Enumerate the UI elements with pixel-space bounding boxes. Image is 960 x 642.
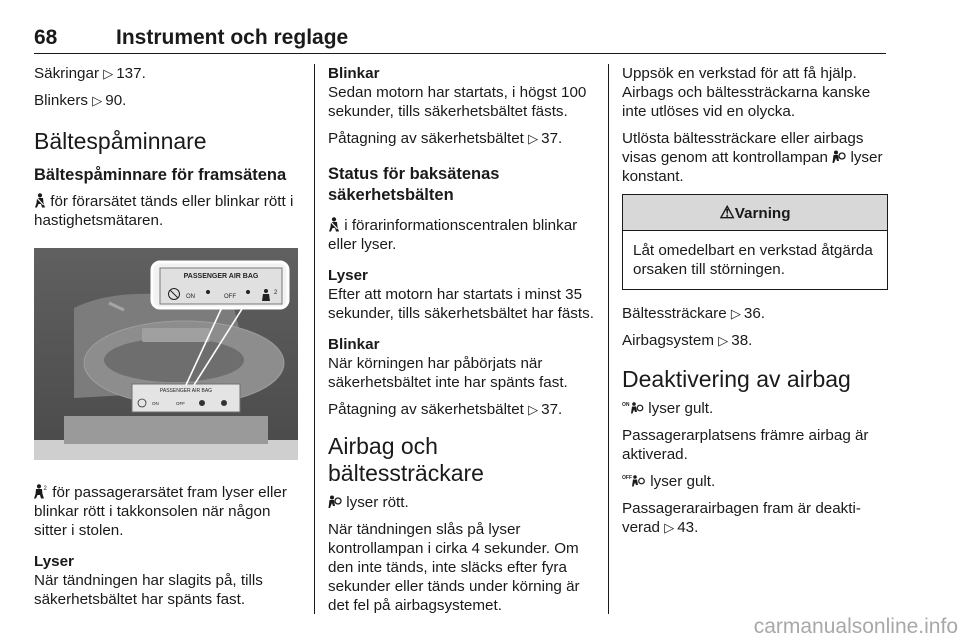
page-ref-arrow-icon: ▷ — [528, 402, 539, 417]
ref-airbag-system: Airbagsystem ▷ 38. — [622, 332, 753, 349]
label-lyser: Lyser — [34, 553, 74, 570]
airbag-on-line: ON lyser gult. — [622, 400, 714, 417]
ref-blinkers: Blinkers ▷ 90. — [34, 92, 127, 109]
page-number: 68 — [34, 26, 58, 49]
panel-on-label: ON — [152, 401, 159, 406]
page-ref-arrow-icon: ▷ — [92, 93, 103, 108]
panel-title: PASSENGER AIR BAG — [159, 388, 213, 394]
column-left — [34, 64, 300, 609]
callout-title: PASSENGER AIR BAG — [183, 273, 259, 280]
column-divider — [608, 64, 609, 614]
warning-body: Låt omedelbart en verkstad åtgärda orsaken till störningen. — [633, 242, 873, 278]
front-paragraph: för förarsätet tänds eller blinkar rött i hastighetsmätaren. — [34, 193, 294, 229]
lit-paragraph: När tändningen har slagits på, tills säkerhetsbältet har spänts fast. — [34, 572, 263, 608]
warning-title: Varning — [734, 205, 791, 222]
airbag-on-paragraph: Passagerarplatsens främre airbag är aktiverad. — [622, 427, 869, 463]
airbag-lit-line: lyser rött. — [328, 493, 594, 512]
page-title: Instrument och reglage — [116, 26, 349, 49]
callout-off-label: OFF — [224, 294, 236, 300]
rear-paragraph: i förarinformationscentralen blinkar eller lyser. — [328, 217, 578, 253]
ref-fasten-belt: Påtagning av säkerhetsbältet ▷ 37. — [328, 130, 563, 147]
page-header — [34, 26, 886, 54]
section-heading-airbag: Airbag och bältessträckare — [328, 433, 484, 486]
svg-text:OFF: OFF — [622, 475, 632, 481]
page-ref-arrow-icon: ▷ — [528, 131, 539, 146]
ref-fuses: Säkringar ▷ 137. — [34, 65, 146, 82]
ref-fasten-belt: Påtagning av säkerhetsbältet ▷ 37. — [328, 401, 563, 418]
passenger-airbag-off-icon — [622, 474, 646, 487]
page-ref-arrow-icon: ▷ — [730, 306, 741, 321]
ref-pretensioners: Bältessträckare ▷ 36. — [622, 305, 766, 322]
airbag-warning-icon — [832, 150, 846, 164]
label-blinkar: Blinkar — [328, 65, 380, 82]
passenger-paragraph: 2 för passagerarsätet fram lyser eller blinkar rött i takkonsolen när någon sitter i stolen. — [34, 484, 287, 539]
column-divider — [314, 64, 315, 614]
warning-box — [622, 194, 888, 290]
overhead-console-figure — [34, 248, 298, 460]
airbag-warning-icon — [328, 495, 342, 509]
label-lyser: Lyser — [328, 267, 368, 284]
column-right — [622, 64, 888, 537]
section-heading-belt-reminder: Bältespåminnare — [34, 128, 207, 154]
passenger-seat-belt-icon — [34, 484, 48, 499]
watermark: carmanualsonline.info — [753, 615, 958, 638]
airbag-paragraph: När tändningen slås på lyser kontrollampan i cirka 4 sekunder. Om den inte tänds, inte släcks efter fyra sekunder eller tänds under körning är det fel på airbagsystemet. — [328, 521, 580, 614]
callout-on-label: ON — [186, 294, 195, 300]
subheading-front-seats: Bältespåminnare för framsätena — [34, 166, 287, 184]
panel-off-label: OFF — [176, 401, 185, 406]
seat-belt-icon — [34, 193, 46, 208]
page-ref-arrow-icon: ▷ — [103, 66, 114, 81]
airbag-off-paragraph: Passagerarairbagen fram är deakti-verad ▷ 43. — [622, 500, 861, 536]
rear-flash-paragraph: När körningen har påbörjats när säkerhetsbältet inte har spänts fast. — [328, 355, 568, 391]
page-ref-arrow-icon: ▷ — [664, 520, 675, 535]
airbag-off-line: OFF lyser gult. — [622, 473, 716, 490]
section-heading-deactivation: Deaktivering av airbag — [622, 366, 851, 392]
passenger-airbag-on-icon — [622, 401, 644, 414]
seat-belt-icon — [328, 217, 340, 232]
label-blinkar: Blinkar — [328, 336, 380, 353]
deployed-paragraph: Utlösta bältessträckare eller airbags visas genom att kontrollampan lyser konstant. — [622, 130, 883, 185]
subheading-rear-belts: Status för baksätenas säkerhetsbälten — [328, 165, 500, 204]
rear-lit-paragraph: Efter att motorn har startats i minst 35 sekunder, tills säkerhetsbältet har fästs. — [328, 286, 594, 322]
workshop-paragraph: Uppsök en verkstad för att få hjälp. Airbags och bältessträckarna kanske inte utlöses vid en olycka. — [622, 65, 871, 120]
page-ref-arrow-icon: ▷ — [718, 333, 729, 348]
flash-paragraph: Sedan motorn har startats, i högst 100 sekunder, tills säkerhetsbältet fästs. — [328, 84, 587, 120]
svg-text:2: 2 — [43, 486, 47, 492]
warning-triangle-icon: ⚠ — [719, 203, 735, 222]
warning-header — [623, 195, 887, 231]
callout-seat-number: 2 — [274, 290, 278, 296]
svg-text:ON: ON — [622, 402, 630, 408]
column-middle — [328, 64, 594, 615]
